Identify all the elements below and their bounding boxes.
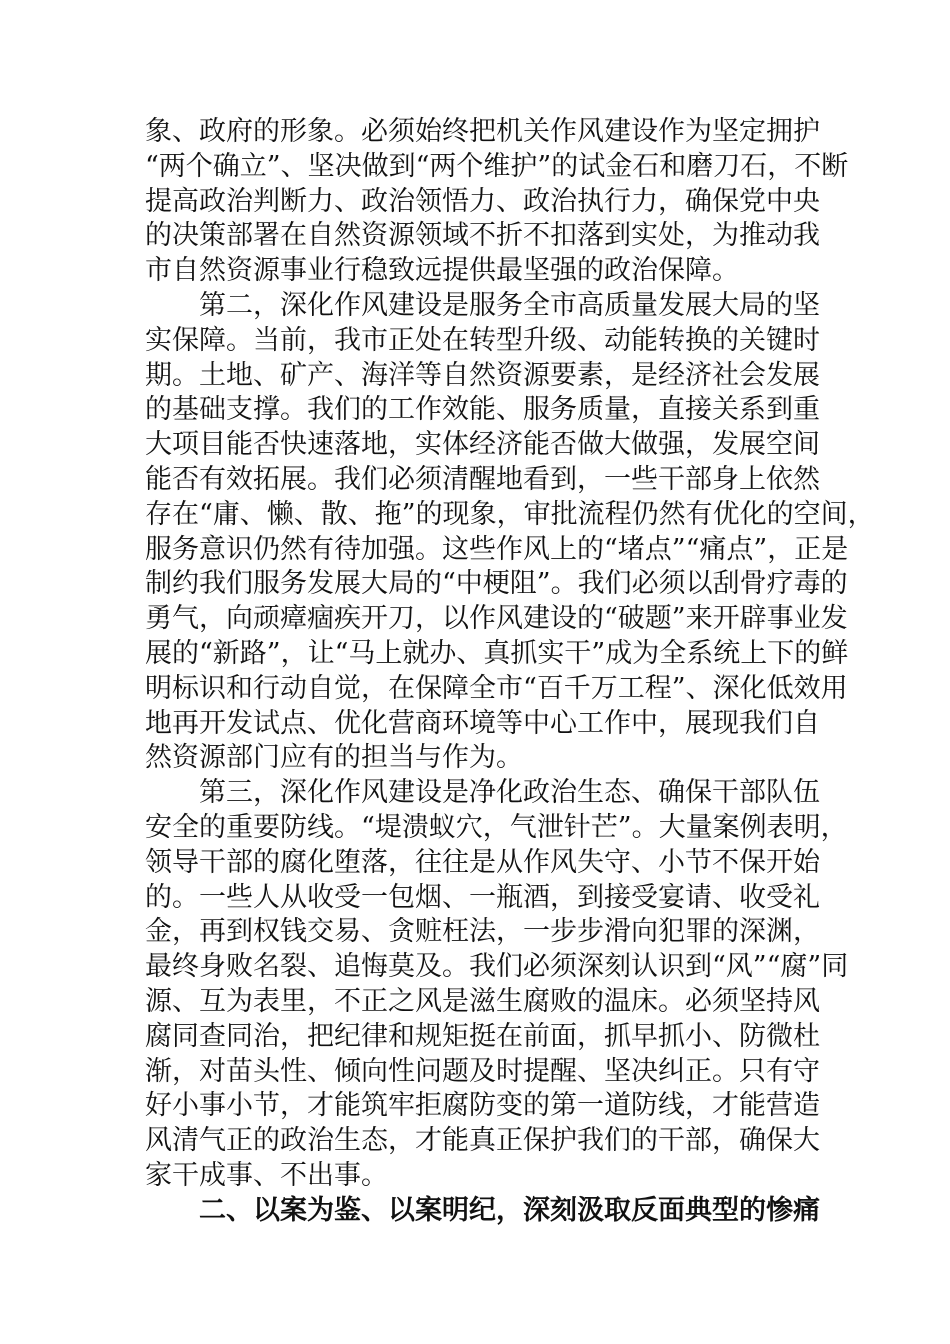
paragraph-line: 期。土地、矿产、海洋等自然资源要素，是经济社会发展 — [145, 359, 820, 391]
paragraph-line: 市自然资源事业行稳致远提供最坚强的政治保障。 — [145, 255, 739, 287]
paragraph-line: 地再开发试点、优化营商环境等中心工作中，展现我们自 — [145, 707, 820, 739]
paragraph-line: 安全的重要防线。“堤溃蚁穴，气泄针芒”。大量案例表明， — [145, 811, 848, 843]
paragraph-line: 制约我们服务发展大局的“中梗阻”。我们必须以刮骨疗毒的 — [145, 568, 848, 600]
paragraph-line: 领导干部的腐化堕落，往往是从作风失守、小节不保开始 — [145, 846, 820, 878]
paragraph-line: 提高政治判断力、政治领悟力、政治执行力，确保党中央 — [145, 185, 820, 217]
paragraph-line: 风清气正的政治生态，才能真正保护我们的干部，确保大 — [145, 1125, 820, 1157]
heading-line: 二、以案为鉴、以案明纪，深刻汲取反面典型的惨痛 — [199, 1194, 820, 1226]
paragraph-line: 象、政府的形象。必须始终把机关作风建设作为坚定拥护 — [145, 116, 820, 147]
paragraph-line: 的。一些人从收受一包烟、一瓶酒，到接受宴请、收受礼 — [145, 881, 820, 913]
document-body — [145, 115, 875, 1229]
paragraph-line: 金，再到权钱交易、贪赃枉法，一步步滑向犯罪的深渊， — [145, 916, 820, 948]
paragraph-line: 源、互为表里，不正之风是滋生腐败的温床。必须坚持风 — [145, 985, 820, 1017]
paragraph-line: 服务意识仍然有待加强。这些作风上的“堵点”“痛点”，正是 — [145, 533, 849, 565]
paragraph-line: 明标识和行动自觉，在保障全市“百千万工程”、深化低效用 — [145, 672, 848, 704]
paragraph-line: 好小事小节，才能筑牢拒腐防变的第一道防线，才能营造 — [145, 1090, 820, 1122]
paragraph-line: 第二，深化作风建设是服务全市高质量发展大局的坚 — [199, 289, 820, 321]
paragraph-line: 的决策部署在自然资源领域不折不扣落到实处，为推动我 — [145, 220, 820, 252]
paragraph-line: 最终身败名裂、追悔莫及。我们必须深刻认识到“风”“腐”同 — [145, 951, 849, 983]
paragraph-line: 的基础支撑。我们的工作效能、服务质量，直接关系到重 — [145, 394, 820, 426]
section-heading — [145, 1194, 820, 1229]
paragraph-line: 腐同查同治，把纪律和规矩挺在前面，抓早抓小、防微杜 — [145, 1020, 820, 1052]
paragraph-line: 渐，对苗头性、倾向性问题及时提醒、坚决纠正。只有守 — [145, 1055, 820, 1087]
paragraph-line: 第三，深化作风建设是净化政治生态、确保干部队伍 — [199, 777, 820, 809]
paragraph — [145, 289, 875, 776]
paragraph — [145, 776, 849, 1194]
paragraph-line: 展的“新路”，让“马上就办、真抓实干”成为全系统上下的鲜 — [145, 637, 849, 669]
paragraph-line: 家干成事、不出事。 — [145, 1159, 388, 1191]
paragraph-line: 实保障。当前，我市正处在转型升级、动能转换的关键时 — [145, 324, 820, 356]
paragraph-line: 然资源部门应有的担当与作为。 — [145, 742, 523, 774]
paragraph-line: “两个确立”、坚决做到“两个维护”的试金石和磨刀石，不断 — [145, 150, 849, 182]
paragraph-line: 勇气，向顽瘴痼疾开刀，以作风建设的“破题”来开辟事业发 — [145, 603, 848, 635]
paragraph-line: 能否有效拓展。我们必须清醒地看到，一些干部身上依然 — [145, 463, 820, 495]
paragraph-line: 存在“庸、懒、散、拖”的现象，审批流程仍然有优化的空间， — [145, 498, 875, 530]
paragraph — [145, 115, 849, 289]
paragraph-line: 大项目能否快速落地，实体经济能否做大做强，发展空间 — [145, 429, 820, 461]
